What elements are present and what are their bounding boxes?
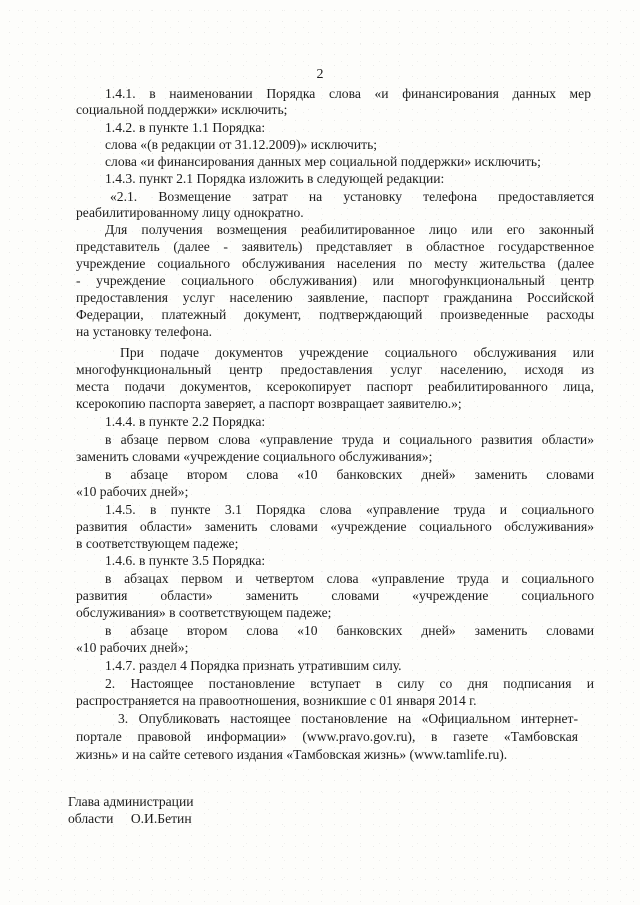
text-line: ксерокопию паспорта заверяет, а паспорт возвращает заявителю.»; [76,396,462,411]
text-line: на установку телефона. [76,324,213,339]
signature-title: Глава администрации [68,794,194,809]
text-line: 1.4.1. в наименовании Порядка слова «и финансирования данных мер [105,86,591,101]
text-line: заменить словами «учреждение социального обслуживания»; [76,449,433,464]
text-line: «2.1. Возмещение затрат на установку телефона предоставляется [110,189,594,204]
text-line: 1.4.6. в пункте 3.5 Порядка: [105,553,266,568]
text-line: 2. Настоящее постановление вступает в силу со дня подписания и [105,676,594,691]
text-line: обслуживания» в соответствующем падеже; [76,605,332,620]
text-line: 3. Опубликовать настоящее постановление на «Официальном интернет- [118,711,578,726]
text-line: слова «(в редакции от 31.12.2009)» исключить; [105,137,378,152]
text-line: реабилитированному лицу однократно. [76,205,304,220]
text-line: Федерации, платежный документ, подтверждающий произведенные расходы [76,307,594,322]
text-line: социальной поддержки» исключить; [76,102,288,117]
text-line: 1.4.7. раздел 4 Порядка признать утратившим силу. [105,658,402,673]
text-line: многофункциональный центр предоставления услуг населению, исходя из [76,362,594,377]
text-line: предоставления услуг населению заявление, паспорт гражданина Российской [76,290,594,305]
text-line: места подачи документов, ксерокопирует паспорт реабилитированного лица, [76,379,594,394]
text-line: учреждение социального обслуживания населения по месту жительства (далее [76,256,594,271]
text-line: жизнь» и на сайте сетевого издания «Тамбовская жизнь» (www.tamlife.ru). [76,747,508,762]
text-line: в абзаце втором слова «10 банковских дней» заменить словами [105,623,594,638]
text-line: развития области» заменить словами «учреждение социального [76,588,594,603]
text-line: 1.4.2. в пункте 1.1 Порядка: [105,120,266,135]
text-line: 1.4.4. в пункте 2.2 Порядка: [105,414,266,429]
text-line: развития области» заменить словами «учреждение социального обслуживания» [76,519,594,534]
text-line: представитель (далее - заявитель) представляет в областное государственное [76,239,594,254]
text-line: При подаче документов учреждение социального обслуживания или [120,345,594,360]
text-line: в абзацах первом и четвертом слова «управление труда и социального [105,571,594,586]
text-line: Для получения возмещения реабилитированное лицо или его законный [105,222,594,237]
text-line: 1.4.5. в пункте 3.1 Порядка слова «управление труда и социального [105,502,594,517]
text-line: - учреждение социального обслуживания) или многофункциональный центр [76,273,594,288]
text-line: слова «и финансирования данных мер социальной поддержки» исключить; [105,154,541,169]
text-line: «10 рабочих дней»; [76,640,189,655]
text-line: «10 рабочих дней»; [76,484,189,499]
signature-name: области О.И.Бетин [68,811,192,826]
text-line: портале правовой информации» (www.pravo.gov.ru), в газете «Тамбовская [76,729,578,744]
text-line: в абзаце первом слова «управление труда и социального развития области» [105,432,594,447]
page-number: 2 [316,67,324,82]
text-line: 1.4.3. пункт 2.1 Порядка изложить в следующей редакции: [105,171,445,186]
text-line: в соответствующем падеже; [76,536,239,551]
text-line: в абзаце втором слова «10 банковских дней» заменить словами [105,467,594,482]
text-line: распространяется на правоотношения, возникшие с 01 января 2014 г. [76,693,477,708]
